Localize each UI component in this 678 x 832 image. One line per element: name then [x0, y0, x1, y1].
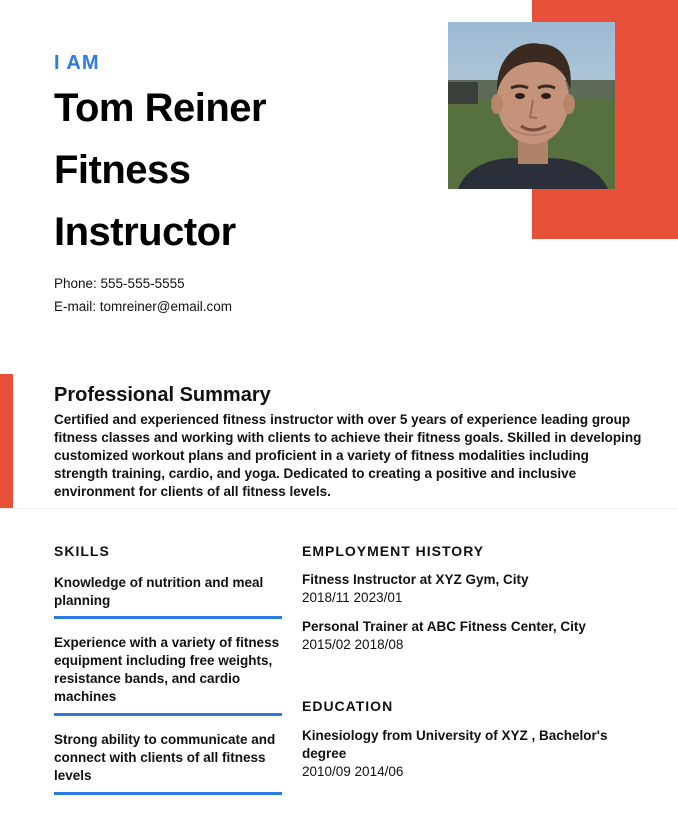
profile-photo — [448, 22, 615, 189]
skills-heading: SKILLS — [54, 543, 110, 559]
job-title: Personal Trainer at ABC Fitness Center, City — [302, 619, 586, 634]
job-title: Fitness Instructor at XYZ Gym, City — [302, 572, 529, 587]
skill-divider-bar — [54, 616, 282, 619]
job-entry — [302, 571, 642, 607]
accent-block-left — [0, 374, 13, 508]
job-title-line-2: Instructor — [54, 210, 236, 254]
profile-photo-illustration — [448, 22, 615, 189]
skill-divider-bar — [54, 792, 282, 795]
candidate-name: Tom Reiner — [54, 86, 267, 130]
skill-item: Experience with a variety of fitness equipment including free weights, resistance bands, and cardio machines — [54, 635, 280, 704]
education-entry — [302, 727, 632, 781]
degree-title: Kinesiology from University of XYZ , Bachelor's degree — [302, 728, 608, 761]
job-entry — [302, 618, 642, 654]
job-title-line-1: Fitness — [54, 148, 191, 192]
education-heading: EDUCATION — [302, 698, 394, 714]
skill-item: Strong ability to communicate and connect with clients of all fitness levels — [54, 732, 276, 783]
phone-text: Phone: 555-555-5555 — [54, 276, 185, 291]
email-text: E-mail: tomreiner@email.com — [54, 299, 232, 314]
job-dates: 2015/02 2018/08 — [302, 637, 404, 652]
job-dates: 2018/11 2023/01 — [302, 590, 403, 605]
summary-text: Certified and experienced fitness instructor with over 5 years of experience leading group fitness classes and working with clients to achieve their fitness goals. Skilled in developing customized workout plans and proficient in a variety of fitness modalities including strength training, cardio, and yoga. Dedicated to creating a positive and inclusive environment for clients of all fitness levels. — [54, 412, 642, 499]
section-divider — [0, 508, 678, 509]
education-dates: 2010/09 2014/06 — [302, 764, 404, 779]
skill-divider-bar — [54, 713, 282, 716]
intro-label: I AM — [54, 52, 100, 74]
summary-heading: Professional Summary — [54, 384, 271, 406]
employment-heading: EMPLOYMENT HISTORY — [302, 543, 485, 559]
skill-item: Knowledge of nutrition and meal planning — [54, 575, 264, 608]
